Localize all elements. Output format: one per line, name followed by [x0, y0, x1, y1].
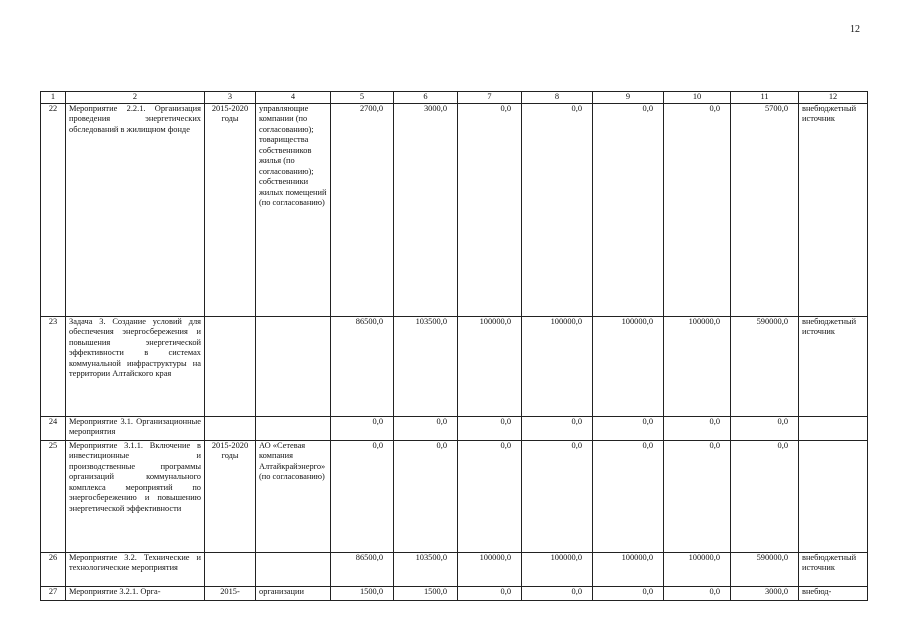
activity-title: Задача 3. Создание условий для обеспечения энергосбережения и повышения энергетической эффективности в системах коммунальной инфраструктуры на территории Алтайского края [66, 316, 205, 416]
executor-cell: управляющие компании (по согласованию); товарищества собственников жилья (по согласованию); собственники жилых помещений (по согласованию) [256, 103, 331, 316]
row-number: 22 [41, 103, 66, 316]
funding-source: внебюджетный источник [799, 103, 868, 316]
value-cell: 1500,0 [394, 586, 458, 600]
header-row [41, 92, 868, 104]
column-header: 12 [799, 92, 868, 104]
value-cell: 103500,0 [394, 316, 458, 416]
column-header: 5 [331, 92, 394, 104]
period-cell: 2015-2020 годы [205, 440, 256, 552]
column-header: 9 [593, 92, 664, 104]
table-row [41, 103, 868, 316]
value-cell: 100000,0 [522, 316, 593, 416]
value-cell: 100000,0 [664, 316, 731, 416]
row-number: 24 [41, 416, 66, 440]
activity-title: Мероприятие 2.2.1. Организация проведения энергетических обследований в жилищном фонде [66, 103, 205, 316]
activity-title: Мероприятие 3.1. Организационные мероприятия [66, 416, 205, 440]
column-header: 7 [458, 92, 522, 104]
value-cell: 0,0 [593, 586, 664, 600]
table-row [41, 586, 868, 600]
value-cell: 2700,0 [331, 103, 394, 316]
period-cell [205, 316, 256, 416]
column-header: 1 [41, 92, 66, 104]
activity-title: Мероприятие 3.1.1. Включение в инвестиционные и производственные программы организаций коммунального комплекса мероприятий по энергосбережению и повышению энергетической эффективности [66, 440, 205, 552]
column-header: 11 [731, 92, 799, 104]
column-header: 2 [66, 92, 205, 104]
period-cell [205, 416, 256, 440]
value-cell: 100000,0 [458, 316, 522, 416]
row-number: 25 [41, 440, 66, 552]
page-number: 12 [850, 24, 860, 35]
value-cell: 0,0 [522, 416, 593, 440]
column-header: 10 [664, 92, 731, 104]
executor-cell: АО «Сетевая компания Алтайкрайэнерго» (по согласованию) [256, 440, 331, 552]
funding-source: внебюд- [799, 586, 868, 600]
executor-cell: организации [256, 586, 331, 600]
value-cell: 86500,0 [331, 316, 394, 416]
row-number: 23 [41, 316, 66, 416]
value-cell: 100000,0 [664, 552, 731, 586]
total-cell: 5700,0 [731, 103, 799, 316]
period-cell: 2015- [205, 586, 256, 600]
activity-title: Мероприятие 3.2. Технические и технологические мероприятия [66, 552, 205, 586]
funding-source: внебюджетный источник [799, 552, 868, 586]
column-header: 3 [205, 92, 256, 104]
value-cell: 0,0 [522, 103, 593, 316]
executor-cell [256, 316, 331, 416]
column-header: 4 [256, 92, 331, 104]
value-cell: 86500,0 [331, 552, 394, 586]
row-number: 27 [41, 586, 66, 600]
value-cell: 0,0 [664, 586, 731, 600]
value-cell: 0,0 [394, 440, 458, 552]
value-cell: 3000,0 [394, 103, 458, 316]
funding-source [799, 416, 868, 440]
value-cell: 0,0 [664, 103, 731, 316]
table-row [41, 316, 868, 416]
value-cell: 0,0 [664, 440, 731, 552]
total-cell: 590000,0 [731, 316, 799, 416]
value-cell: 0,0 [522, 440, 593, 552]
value-cell: 0,0 [593, 103, 664, 316]
table-row [41, 440, 868, 552]
value-cell: 0,0 [593, 416, 664, 440]
value-cell: 100000,0 [593, 316, 664, 416]
value-cell: 0,0 [458, 416, 522, 440]
total-cell: 590000,0 [731, 552, 799, 586]
executor-cell [256, 416, 331, 440]
executor-cell [256, 552, 331, 586]
value-cell: 1500,0 [331, 586, 394, 600]
value-cell: 0,0 [458, 103, 522, 316]
value-cell: 100000,0 [593, 552, 664, 586]
value-cell: 0,0 [522, 586, 593, 600]
program-table [40, 91, 868, 601]
value-cell: 0,0 [664, 416, 731, 440]
value-cell: 0,0 [331, 416, 394, 440]
total-cell: 0,0 [731, 440, 799, 552]
value-cell: 0,0 [458, 586, 522, 600]
table-row [41, 416, 868, 440]
funding-source: внебюджетный источник [799, 316, 868, 416]
value-cell: 0,0 [331, 440, 394, 552]
total-cell: 3000,0 [731, 586, 799, 600]
value-cell: 0,0 [394, 416, 458, 440]
value-cell: 0,0 [593, 440, 664, 552]
funding-source [799, 440, 868, 552]
period-cell: 2015-2020 годы [205, 103, 256, 316]
value-cell: 100000,0 [458, 552, 522, 586]
value-cell: 100000,0 [522, 552, 593, 586]
row-number: 26 [41, 552, 66, 586]
column-header: 6 [394, 92, 458, 104]
activity-title: Мероприятие 3.2.1. Орга- [66, 586, 205, 600]
value-cell: 0,0 [458, 440, 522, 552]
period-cell [205, 552, 256, 586]
value-cell: 103500,0 [394, 552, 458, 586]
table-row [41, 552, 868, 586]
total-cell: 0,0 [731, 416, 799, 440]
column-header: 8 [522, 92, 593, 104]
